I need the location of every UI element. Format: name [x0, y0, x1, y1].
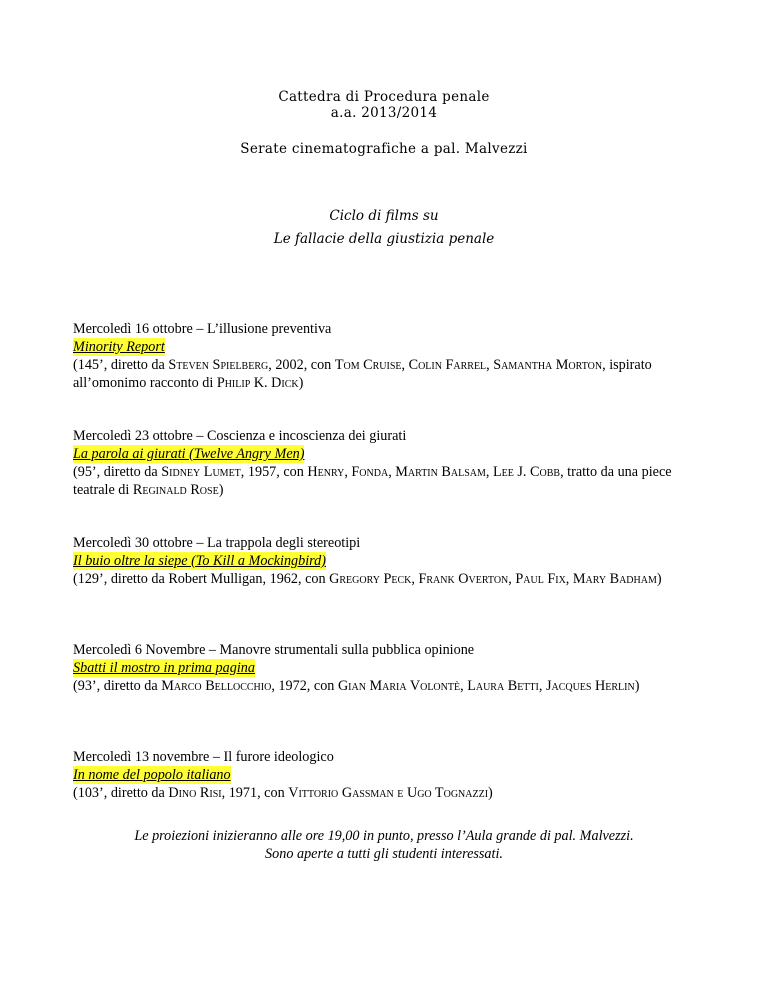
detail-text: )	[634, 678, 640, 694]
screening-date-line: Mercoledì 16 ottobre – L’illusione preventiva	[73, 321, 332, 337]
person-name: Martin Balsam	[395, 464, 486, 480]
detail-text: (93’, diretto da	[73, 678, 162, 694]
film-entry	[73, 748, 713, 802]
person-name: Vittorio Gassman e Ugo Tognazzi	[288, 785, 489, 801]
detail-text: ,	[411, 571, 419, 587]
screening-date-line: Mercoledì 30 ottobre – La trappola degli stereotipi	[73, 535, 361, 551]
film-title: Sbatti il mostro in prima pagina	[73, 660, 255, 676]
detail-text: ,	[460, 678, 468, 694]
film-details	[73, 463, 713, 499]
screening-date-line: Mercoledì 6 Novembre – Manovre strumentali sulla pubblica opinione	[73, 642, 475, 658]
academic-year-heading: a.a. 2013/2014	[330, 105, 438, 121]
person-name: Dino Risi	[168, 785, 222, 801]
film-details	[73, 570, 713, 588]
film-title: In nome del popolo italiano	[73, 767, 231, 783]
person-name: Steven Spielberg	[168, 357, 269, 373]
person-name: Samantha Morton	[493, 357, 603, 373]
cycle-intro: Ciclo di films su	[329, 208, 439, 224]
person-name: Laura Betti	[467, 678, 539, 694]
screening-date-line: Mercoledì 23 ottobre – Coscienza e incoscienza dei giurati	[73, 428, 407, 444]
film-details	[73, 784, 713, 802]
person-name: Henry	[307, 464, 345, 480]
person-name: Fonda	[351, 464, 389, 480]
film-entry	[73, 320, 713, 392]
detail-text: (95’, diretto da	[73, 464, 162, 480]
person-name: Colin Farrel	[408, 357, 487, 373]
film-entry	[73, 427, 713, 499]
person-name: Sidney Lumet	[161, 464, 241, 480]
detail-text: ,	[344, 464, 352, 480]
cycle-theme: Le fallacie della giustizia penale	[273, 231, 495, 247]
person-name: Mary Badham	[572, 571, 657, 587]
film-title: Il buio oltre la siepe (To Kill a Mockingbird)	[73, 553, 326, 569]
film-details	[73, 677, 713, 695]
film-details	[73, 356, 713, 392]
detail-text: ,	[388, 464, 396, 480]
person-name: Gian Maria Volontè	[337, 678, 461, 694]
person-name: Jacques Herlin	[545, 678, 635, 694]
film-entry	[73, 534, 713, 588]
audience-note: Sono aperte a tutti gli studenti interessati.	[265, 846, 503, 862]
detail-text: )	[218, 482, 224, 498]
detail-text: , 1972, con	[271, 678, 338, 694]
detail-text: ,	[485, 464, 493, 480]
detail-text: , ispirato all’omonimo racconto di	[73, 357, 652, 391]
detail-text: ,	[401, 357, 409, 373]
screening-time-note: Le proiezioni inizieranno alle ore 19,00 in punto, presso l’Aula grande di pal. Malvezzi.	[134, 828, 634, 844]
detail-text: , 1971, con	[221, 785, 289, 801]
person-name: Philip K. Dick	[216, 375, 299, 391]
detail-text: )	[298, 375, 304, 391]
event-series-heading: Serate cinematografiche a pal. Malvezzi	[240, 141, 528, 157]
detail-text: , tratto da una piece teatrale di	[73, 464, 672, 498]
film-title: Minority Report	[73, 339, 165, 355]
detail-text: ,	[538, 678, 546, 694]
film-entry	[73, 641, 713, 695]
screening-date-line: Mercoledì 13 novembre – Il furore ideologico	[73, 749, 334, 765]
film-title: La parola ai giurati (Twelve Angry Men)	[73, 446, 305, 462]
person-name: Paul Fix	[515, 571, 566, 587]
department-heading: Cattedra di Procedura penale	[278, 89, 490, 105]
detail-text: , 2002, con	[268, 357, 335, 373]
person-name: Lee J. Cobb	[492, 464, 561, 480]
detail-text: , 1957, con	[240, 464, 308, 480]
person-name: Tom Cruise	[334, 357, 402, 373]
detail-text: )	[488, 785, 493, 801]
detail-text: (129’, diretto da Robert Mulligan, 1962, con	[73, 571, 330, 587]
detail-text: ,	[565, 571, 573, 587]
detail-text: (103’, diretto da	[73, 785, 169, 801]
detail-text: )	[656, 571, 662, 587]
person-name: Frank Overton	[418, 571, 509, 587]
detail-text: (145’, diretto da	[73, 357, 169, 373]
detail-text: ,	[486, 357, 494, 373]
person-name: Marco Bellocchio	[161, 678, 272, 694]
person-name: Gregory Peck	[329, 571, 412, 587]
detail-text: ,	[508, 571, 516, 587]
person-name: Reginald Rose	[132, 482, 219, 498]
